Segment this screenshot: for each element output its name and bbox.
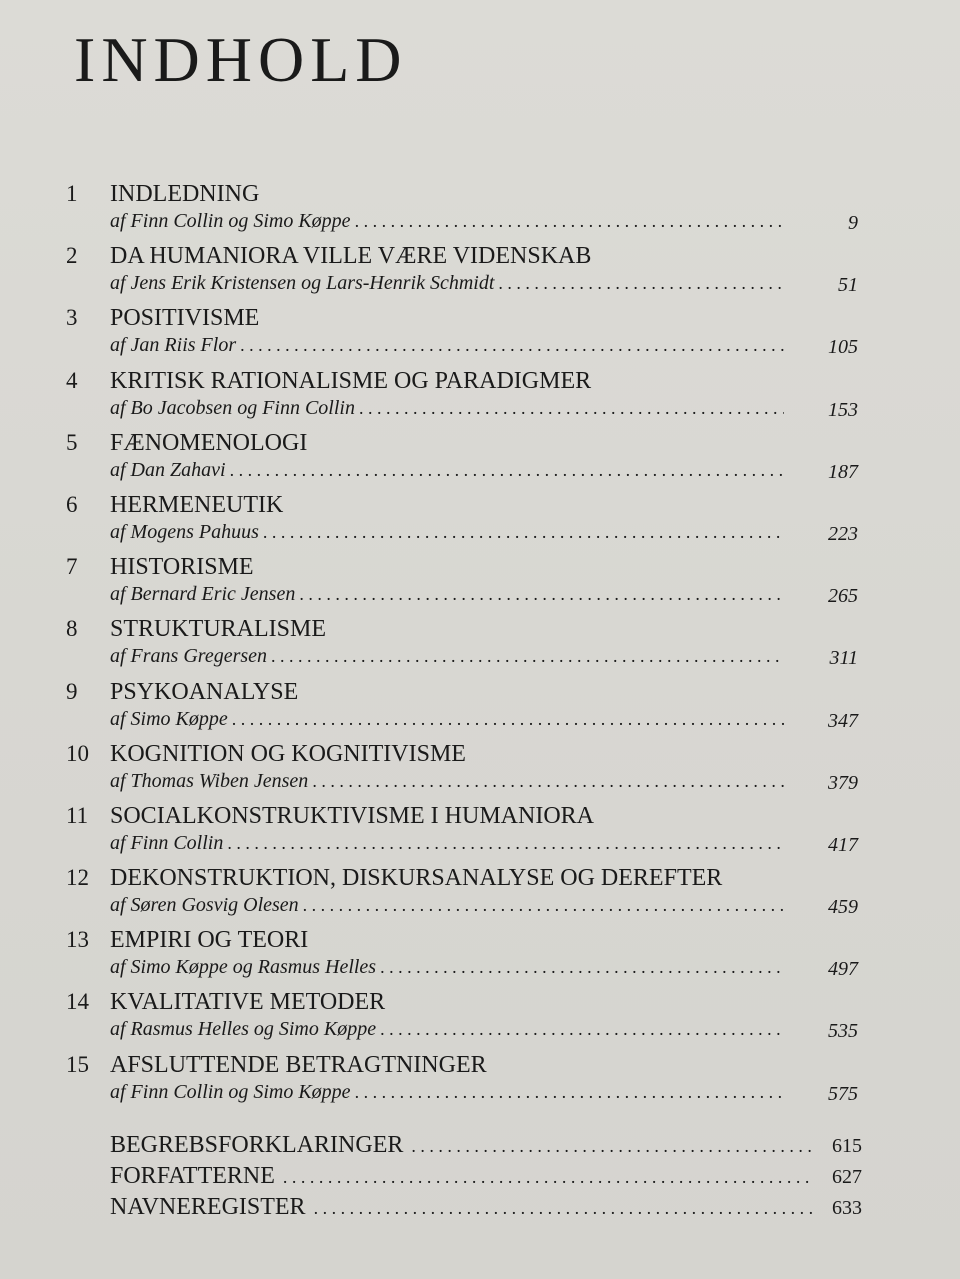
chapter-title: KVALITATIVE METODER xyxy=(110,989,386,1016)
chapter-page-number: 575 xyxy=(828,1082,858,1105)
chapter-author: af Simo Køppe og Rasmus Helles xyxy=(110,956,377,979)
back-matter-label: FORFATTERNE xyxy=(110,1163,275,1189)
chapter-entry xyxy=(66,242,866,304)
chapter-title: EMPIRI OG TEORI xyxy=(110,927,309,954)
chapter-author-line xyxy=(110,1016,784,1042)
chapter-number: 9 xyxy=(66,678,78,704)
chapter-author: af Bo Jacobsen og Finn Collin xyxy=(110,396,355,419)
chapter-author-line xyxy=(110,768,784,794)
chapter-author-line xyxy=(110,706,784,732)
back-matter-item xyxy=(110,1192,862,1223)
chapter-title: HERMENEUTIK xyxy=(110,491,284,518)
dot-leader xyxy=(359,395,784,421)
dot-leader xyxy=(299,581,784,607)
chapter-number: 11 xyxy=(66,802,89,828)
chapter-entry xyxy=(66,491,866,553)
back-matter-page-number: 615 xyxy=(832,1135,862,1157)
dot-leader xyxy=(263,519,784,545)
chapter-author-line xyxy=(110,830,784,856)
chapter-title: INDLEDNING xyxy=(110,181,260,207)
dot-leader xyxy=(227,830,784,856)
chapter-author: af Jens Erik Kristensen og Lars-Henrik Schmidt xyxy=(110,272,495,295)
chapter-number: 1 xyxy=(66,181,78,206)
chapter-page-number: 105 xyxy=(828,336,858,359)
back-matter-label: BEGREBSFORKLARINGER xyxy=(110,1132,404,1158)
chapter-author-line xyxy=(110,208,784,234)
chapter-author-line xyxy=(110,395,784,421)
dot-leader xyxy=(380,1016,784,1042)
chapter-page-number: 311 xyxy=(829,647,858,670)
chapter-author: af Dan Zahavi xyxy=(110,458,226,481)
chapter-title: POSITIVISME xyxy=(110,305,260,332)
chapter-page-number: 265 xyxy=(828,585,858,608)
chapter-number: 10 xyxy=(66,740,89,766)
chapter-entry xyxy=(66,926,866,988)
chapter-author: af Finn Collin xyxy=(110,831,224,854)
page-title: INDHOLD xyxy=(74,24,408,95)
dot-leader xyxy=(283,1162,814,1193)
chapter-author: af Bernard Eric Jensen xyxy=(110,583,296,606)
chapter-entry xyxy=(66,802,866,864)
chapter-number: 7 xyxy=(66,554,78,580)
chapter-entry xyxy=(66,678,866,740)
chapter-author: af Simo Køppe xyxy=(110,707,228,730)
chapter-number: 13 xyxy=(66,927,89,953)
chapter-number: 6 xyxy=(66,491,78,517)
dot-leader xyxy=(303,892,784,918)
chapter-entry xyxy=(66,429,866,491)
chapter-page-number: 459 xyxy=(828,896,858,919)
dot-leader xyxy=(314,1193,814,1224)
chapter-author: af Rasmus Helles og Simo Køppe xyxy=(110,1018,377,1041)
dot-leader xyxy=(240,332,784,358)
chapter-title: PSYKOANALYSE xyxy=(110,678,299,705)
chapter-number: 2 xyxy=(66,243,78,269)
back-matter-item xyxy=(110,1130,862,1161)
chapter-author-line xyxy=(110,270,784,296)
back-matter-list xyxy=(110,1130,862,1223)
chapter-author: af Jan Riis Flor xyxy=(110,334,237,357)
chapter-author: af Finn Collin og Simo Køppe xyxy=(110,1080,351,1103)
chapter-title: FÆNOMENOLOGI xyxy=(110,429,308,456)
chapter-entry xyxy=(66,304,866,366)
back-matter-page-number: 633 xyxy=(832,1197,862,1219)
chapter-title: KRITISK RATIONALISME OG PARADIGMER xyxy=(110,367,592,394)
chapter-number: 5 xyxy=(66,429,78,455)
chapter-title: STRUKTURALISME xyxy=(110,616,327,643)
dot-leader xyxy=(312,768,784,794)
dot-leader xyxy=(271,643,784,669)
chapter-author-line xyxy=(110,581,784,607)
dot-leader xyxy=(498,270,784,296)
chapter-author-line xyxy=(110,332,784,358)
chapter-title: AFSLUTTENDE BETRAGTNINGER xyxy=(110,1051,487,1078)
chapter-title: HISTORISME xyxy=(110,554,254,581)
chapter-page-number: 535 xyxy=(828,1020,858,1043)
chapter-entry xyxy=(66,553,866,615)
back-matter-item xyxy=(110,1161,862,1192)
chapter-entry xyxy=(66,864,866,926)
chapter-list xyxy=(66,180,866,1113)
chapter-page-number: 379 xyxy=(828,771,858,794)
chapter-page-number: 417 xyxy=(828,833,858,856)
chapter-number: 8 xyxy=(66,616,78,642)
dot-leader xyxy=(380,954,784,980)
chapter-title: DEKONSTRUKTION, DISKURSANALYSE OG DEREFTER xyxy=(110,865,723,892)
chapter-number: 4 xyxy=(66,367,78,393)
chapter-number: 12 xyxy=(66,865,89,891)
chapter-page-number: 497 xyxy=(828,958,858,981)
chapter-author: af Frans Gregersen xyxy=(110,645,268,668)
back-matter-page-number: 627 xyxy=(832,1166,862,1188)
chapter-page-number: 187 xyxy=(828,460,858,483)
chapter-page-number: 223 xyxy=(828,522,858,545)
chapter-author-line xyxy=(110,892,784,918)
dot-leader xyxy=(411,1131,814,1162)
chapter-author-line xyxy=(110,643,784,669)
dot-leader xyxy=(355,208,784,234)
chapter-page-number: 9 xyxy=(848,212,858,234)
chapter-title: KOGNITION OG KOGNITIVISME xyxy=(110,740,466,767)
chapter-page-number: 153 xyxy=(828,398,858,421)
chapter-author: af Finn Collin og Simo Køppe xyxy=(110,210,351,232)
chapter-number: 14 xyxy=(66,989,89,1015)
chapter-author-line xyxy=(110,519,784,545)
chapter-author: af Thomas Wiben Jensen xyxy=(110,769,309,792)
chapter-entry xyxy=(66,988,866,1050)
dot-leader xyxy=(232,706,784,732)
chapter-entry xyxy=(66,740,866,802)
chapter-author-line xyxy=(110,954,784,980)
chapter-entry xyxy=(66,367,866,429)
chapter-number: 15 xyxy=(66,1051,89,1077)
dot-leader xyxy=(230,457,784,483)
chapter-number: 3 xyxy=(66,305,78,331)
chapter-title: DA HUMANIORA VILLE VÆRE VIDENSKAB xyxy=(110,243,592,270)
chapter-entry xyxy=(66,1051,866,1113)
chapter-title: SOCIALKONSTRUKTIVISME I HUMANIORA xyxy=(110,802,594,829)
back-matter-label: NAVNEREGISTER xyxy=(110,1194,306,1220)
chapter-page-number: 347 xyxy=(828,709,858,732)
chapter-author-line xyxy=(110,1079,784,1105)
dot-leader xyxy=(355,1079,784,1105)
chapter-page-number: 51 xyxy=(838,274,858,297)
chapter-author-line xyxy=(110,457,784,483)
chapter-author: af Mogens Pahuus xyxy=(110,520,259,543)
chapter-entry xyxy=(66,615,866,677)
chapter-entry xyxy=(66,180,866,242)
chapter-author: af Søren Gosvig Olesen xyxy=(110,894,299,917)
